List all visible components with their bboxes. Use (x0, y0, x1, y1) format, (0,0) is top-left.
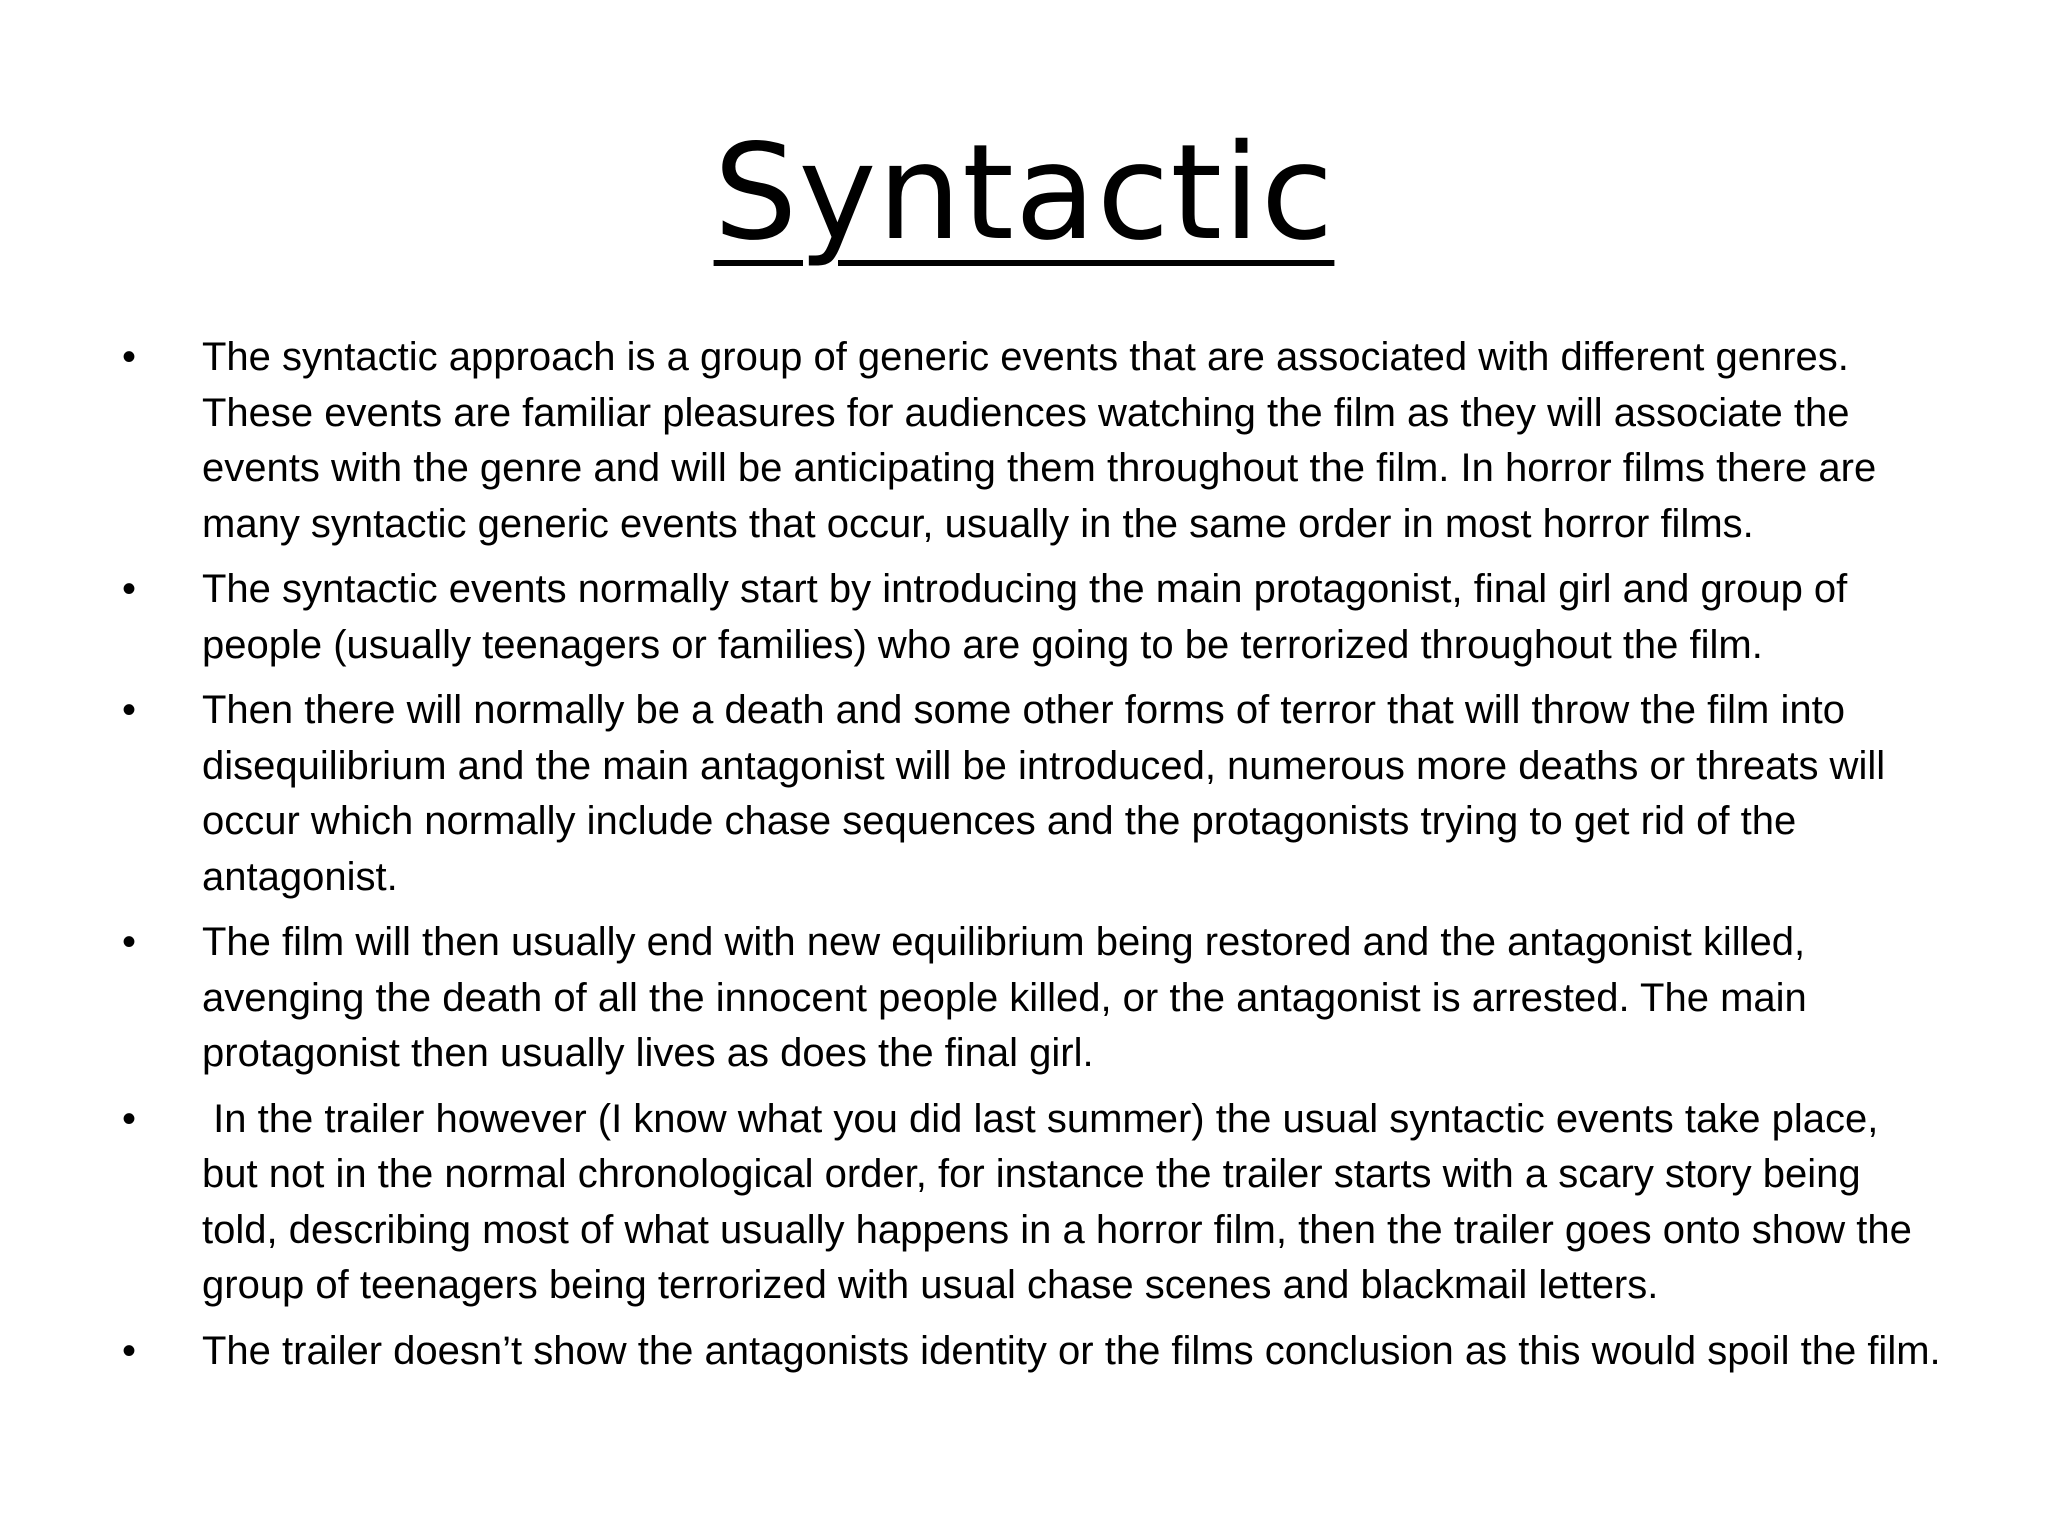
bullet-text: The trailer doesn’t show the antagonists identity or the films conclusion as this would spoil the film. (202, 1328, 1941, 1373)
bullet-item (0, 915, 2048, 1082)
bullet-item (0, 562, 2048, 673)
slide-title (0, 118, 2048, 268)
bullet-text: The syntactic events normally start by introducing the main protagonist, final girl and group of people (usually teenagers or families) who are going to be terrorized throughout the film. (202, 567, 1859, 667)
slide-title-text: Syntactic (713, 116, 1335, 270)
bullet-point-icon: • (122, 335, 137, 379)
bullet-text: In the trailer however (I know what you did last summer) the usual syntactic events take place, but not in the normal chronological order, for instance the trailer starts with a scary story being told, describing most of what usually happens in a horror film, then the trailer goes onto show the group of teenagers being terrorized with usual chase scenes and blackmail letters. (202, 1096, 1923, 1307)
bullet-point-icon: • (122, 567, 137, 611)
bullet-item (0, 1324, 2048, 1380)
bullet-point-icon: • (122, 688, 137, 732)
bullet-item (0, 330, 2048, 552)
bullet-text: The syntactic approach is a group of generic events that are associated with different genres. These events are familiar pleasures for audiences watching the film as they will associate the events with the genre and will be anticipating them throughout the film. In horror films there are many syntactic generic events that occur, usually in the same order in most horror films. (202, 335, 1888, 546)
bullet-list (0, 330, 2048, 1389)
bullet-text: Then there will normally be a death and some other forms of terror that will throw the film into disequilibrium and the main antagonist will be introduced, numerous more deaths or threats will occur which normally include chase sequences and the protagonists trying to get rid of the antagonist. (202, 688, 1897, 899)
bullet-item (0, 683, 2048, 905)
bullet-point-icon: • (122, 920, 137, 964)
bullet-item (0, 1092, 2048, 1314)
bullet-point-icon: • (122, 1328, 137, 1373)
bullet-point-icon: • (122, 1096, 137, 1141)
bullet-text: The film will then usually end with new equilibrium being restored and the antagonist killed, avenging the death of all the innocent people killed, or the antagonist is arrested. The main protagonist then usually lives as does the final girl. (202, 920, 1818, 1075)
